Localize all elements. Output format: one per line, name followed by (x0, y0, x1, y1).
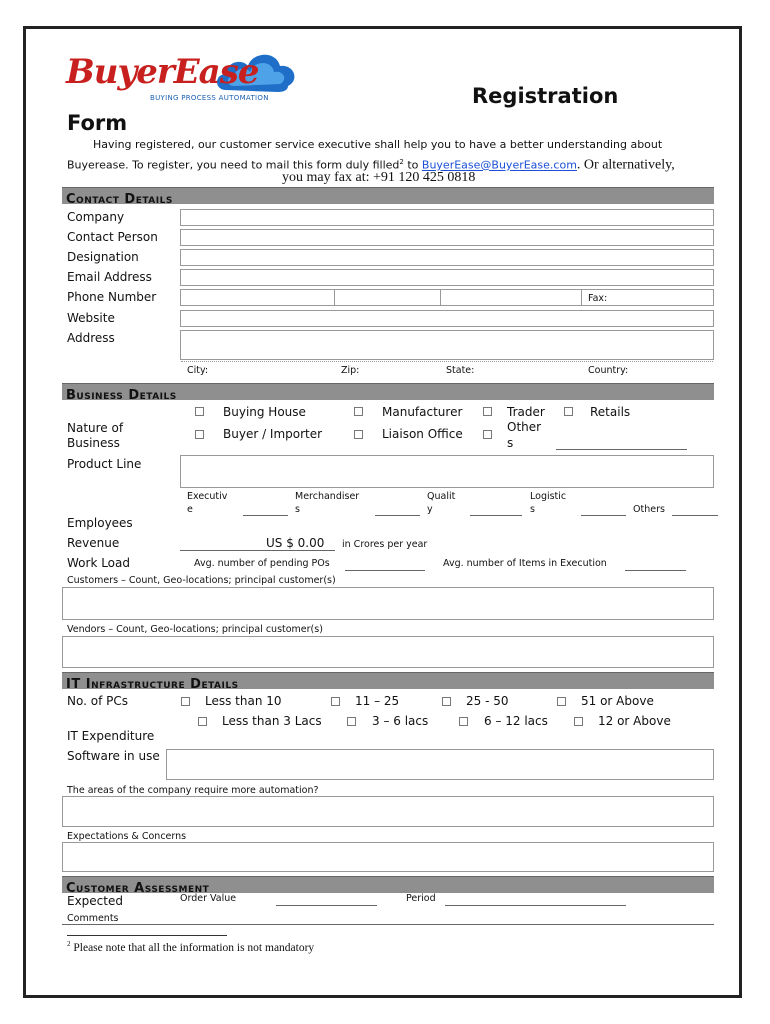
retails-label: Retails (590, 405, 631, 419)
checkbox-pc-1[interactable] (181, 697, 190, 706)
contact-person-label: Contact Person (67, 230, 158, 244)
software-label: Software in use (67, 749, 160, 763)
designation-field[interactable] (180, 249, 714, 266)
liaison-label: Liaison Office (382, 427, 463, 441)
pc-1-label: Less than 10 (205, 694, 282, 708)
expenditure-label: IT Expenditure (67, 729, 155, 743)
section-assessment-title: Customer Assessment (66, 881, 210, 896)
items-exec-line[interactable] (625, 570, 686, 571)
phone-label: Phone Number (67, 290, 157, 304)
period-label: Period (406, 893, 436, 904)
pc-3-label: 25 - 50 (466, 694, 509, 708)
employees-label: Employees (67, 516, 133, 530)
quality-label-2: y (427, 504, 433, 515)
checkbox-retails[interactable] (564, 407, 573, 416)
website-label: Website (67, 311, 115, 325)
zip-label: Zip: (341, 365, 360, 376)
pending-pos-line[interactable] (345, 570, 425, 571)
footnote-separator (67, 935, 227, 936)
merch-label-1: Merchandiser (295, 491, 360, 502)
customers-label: Customers – Count, Geo-locations; principal customer(s) (67, 575, 336, 586)
checkbox-manufacturer[interactable] (354, 407, 363, 416)
phone-field-3[interactable] (440, 289, 582, 306)
nature-label-1: Nature of (67, 421, 124, 435)
logistics-line[interactable] (581, 515, 626, 516)
address-field[interactable] (180, 330, 714, 360)
footnote-mark: 2 (67, 940, 71, 948)
exp-1-label: Less than 3 Lacs (222, 714, 322, 728)
vendors-field[interactable] (62, 636, 714, 668)
items-exec-label: Avg. number of Items in Execution (443, 558, 607, 569)
title-registration: Registration (472, 84, 619, 108)
checkbox-exp-3[interactable] (459, 717, 468, 726)
logo (66, 46, 301, 106)
manufacturer-label: Manufacturer (382, 405, 463, 419)
company-field[interactable] (180, 209, 714, 226)
trader-label: Trader (507, 405, 545, 419)
nature-label-2: Business (67, 436, 120, 450)
footnote (67, 940, 314, 954)
checkbox-pc-4[interactable] (557, 697, 566, 706)
software-field[interactable] (166, 749, 714, 780)
intro-alt: . Or alternatively, (576, 157, 675, 173)
others-emp-line[interactable] (672, 515, 718, 516)
designation-label: Designation (67, 250, 139, 264)
logistics-label-2: s (530, 504, 535, 515)
buyer-importer-label: Buyer / Importer (223, 427, 323, 441)
product-line-label: Product Line (67, 457, 142, 471)
checkbox-buyer-importer[interactable] (195, 430, 204, 439)
exp-3-label: 6 – 12 lacs (484, 714, 548, 728)
revenue-unit: in Crores per year (342, 539, 428, 550)
exec-line[interactable] (243, 515, 288, 516)
product-line-field[interactable] (180, 455, 714, 488)
email-link[interactable]: BuyerEase@BuyerEase.com (421, 158, 577, 172)
expected-label: Expected (67, 894, 123, 908)
website-field[interactable] (180, 310, 714, 327)
intro-fax: you may fax at: +91 120 425 0818 (282, 170, 476, 185)
customers-field[interactable] (62, 587, 714, 620)
pending-pos-label: Avg. number of pending POs (194, 558, 330, 569)
revenue-field[interactable] (180, 550, 335, 551)
checkbox-pc-3[interactable] (442, 697, 451, 706)
logo-brand: BuyerEase (66, 52, 259, 92)
quality-line[interactable] (470, 515, 522, 516)
intro-text2: Buyerease. To register, you need to mail this form duly filled (67, 158, 400, 172)
others-emp-label: Others (633, 504, 665, 515)
checkbox-buying-house[interactable] (195, 407, 204, 416)
checkbox-trader[interactable] (483, 407, 492, 416)
order-value-line[interactable] (276, 905, 377, 906)
fax-label: Fax: (588, 293, 608, 304)
contact-person-field[interactable] (180, 229, 714, 246)
address-divider (181, 361, 713, 362)
title-form: Form (67, 111, 128, 135)
period-line[interactable] (445, 905, 626, 906)
phone-field-1[interactable] (180, 289, 335, 306)
intro-line1: Having registered, our customer service executive shall help you to have a better understanding about (93, 138, 663, 151)
logistics-label-1: Logistic (530, 491, 567, 502)
expectations-label: Expectations & Concerns (67, 831, 187, 842)
revenue-label: Revenue (67, 536, 120, 550)
section-business-title: Business Details (66, 388, 177, 403)
merch-label-2: s (295, 504, 300, 515)
exp-2-label: 3 – 6 lacs (372, 714, 429, 728)
company-label: Company (67, 210, 125, 224)
areas-field[interactable] (62, 796, 714, 827)
checkbox-pc-2[interactable] (331, 697, 340, 706)
comments-label: Comments (67, 913, 119, 924)
expectations-field[interactable] (62, 842, 714, 872)
exp-4-label: 12 or Above (598, 714, 671, 728)
checkbox-liaison[interactable] (354, 430, 363, 439)
footnote-text: Please note that all the information is not mandatory (73, 941, 315, 954)
others-label-1: Other (507, 420, 542, 434)
revenue-value[interactable]: US $ 0.00 (266, 536, 325, 550)
pc-2-label: 11 – 25 (355, 694, 400, 708)
email-label: Email Address (67, 270, 152, 284)
exec-label-1: Executiv (187, 491, 228, 502)
vendors-label: Vendors – Count, Geo-locations; principal customer(s) (67, 624, 323, 635)
country-label: Country: (588, 365, 629, 376)
city-label: City: (187, 365, 209, 376)
order-value-label: Order Value (180, 893, 237, 904)
others-label-2: s (507, 436, 514, 450)
section-contact-title: Contact Details (66, 192, 173, 207)
areas-label: The areas of the company require more automation? (67, 785, 319, 796)
email-field[interactable] (180, 269, 714, 286)
checkbox-exp-2[interactable] (347, 717, 356, 726)
others-line[interactable] (556, 449, 687, 450)
phone-field-2[interactable] (334, 289, 441, 306)
checkbox-exp-4[interactable] (574, 717, 583, 726)
address-label: Address (67, 331, 115, 345)
intro-to: to (403, 158, 422, 172)
section-contact (62, 187, 714, 207)
quality-label-1: Qualit (427, 491, 456, 502)
checkbox-exp-1[interactable] (198, 717, 207, 726)
checkbox-others[interactable] (483, 430, 492, 439)
section-it (62, 672, 714, 692)
exec-label-2: e (187, 504, 193, 515)
pcs-label: No. of PCs (67, 694, 128, 708)
pc-4-label: 51 or Above (581, 694, 654, 708)
logo-tagline: BUYING PROCESS AUTOMATION (150, 94, 269, 102)
merch-line[interactable] (375, 515, 420, 516)
section-business (62, 383, 714, 403)
work-load-label: Work Load (67, 556, 130, 570)
section-assessment (62, 876, 714, 896)
comments-line[interactable] (62, 924, 714, 925)
state-label: State: (446, 365, 475, 376)
footnote-ref: 2 (399, 158, 404, 166)
buying-house-label: Buying House (223, 405, 306, 419)
section-it-title: IT Infrastructure Details (66, 677, 239, 692)
